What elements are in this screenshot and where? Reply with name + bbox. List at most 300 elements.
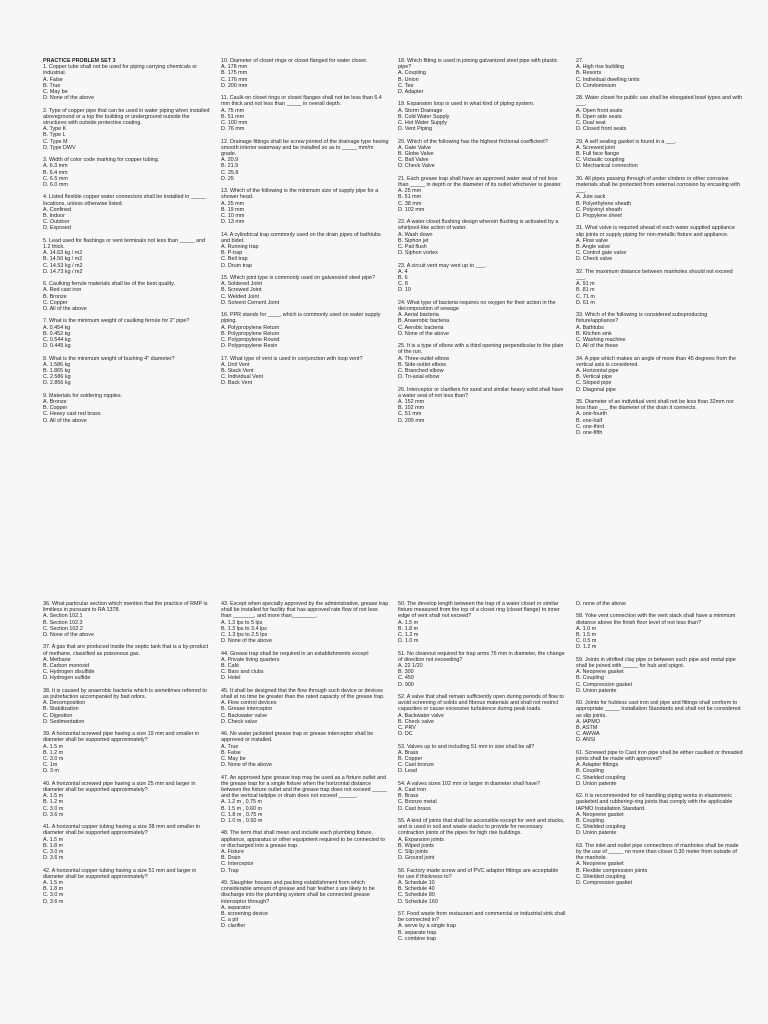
- question-item: [43, 281, 211, 312]
- answer-option: C. 10 mm: [221, 213, 245, 220]
- answer-option: C. 0.5 m: [576, 638, 597, 645]
- answer-option: D. Propylene sheet: [576, 213, 622, 220]
- answer-option: A. Methane: [43, 656, 71, 663]
- answer-option: A. Backwater valve: [398, 712, 444, 719]
- answer-option: C. 3.0 m: [43, 892, 64, 899]
- answer-option: D. Tri-axial elbow: [398, 374, 440, 381]
- question-item: [221, 601, 389, 644]
- answer-option: C. Hot Water Supply: [398, 120, 447, 127]
- answer-option: B. Café: [221, 663, 239, 670]
- answer-option: C. PRV: [398, 725, 416, 732]
- answer-option: B. 1.2 m: [43, 749, 64, 756]
- answer-option: D. All of the above: [43, 306, 87, 313]
- question-stem: 41. A horizontal copper tubing having a size 38 mm and smaller in diameter shall be supported approximately?: [43, 824, 201, 837]
- answer-option: C. Control gate valve: [576, 250, 627, 257]
- answer-option: A. 1.3 lps to 5 lps: [221, 619, 263, 626]
- question-stem: 50. The develop length between the trap of a water closet or similar fixture measured from the top of a closet ring (closet flange) to inner edge of vent shall not exceed?: [398, 601, 560, 620]
- answer-option: D. Solvent Cement Joint: [221, 299, 280, 306]
- answer-option: B. 1.865 kg: [43, 368, 71, 375]
- answer-option: C. Slip joints: [398, 849, 428, 856]
- answer-option: D. Back Vent: [221, 380, 253, 387]
- answer-option: B. Stack Vent: [221, 368, 254, 375]
- answer-option: D. Cast brass: [398, 805, 431, 812]
- question-item: [398, 101, 566, 132]
- question-item: [43, 356, 211, 387]
- question-stem: 3. Width of color code marking for copper tubing.: [43, 157, 160, 164]
- answer-option: B. Copper: [398, 756, 423, 763]
- answer-option: D. Union patente: [576, 830, 617, 837]
- answer-option: D. Hydrogen sulfide: [43, 675, 91, 682]
- question-item: [43, 824, 211, 861]
- question-stem: 20. Which of the following has the highest frictional coefficient?: [398, 138, 548, 145]
- answer-option: C. Backwater valve: [221, 712, 268, 719]
- question-stem: 45. It shall be designed that the flow through such device or devices shall at no time be greater than the rated capacity of the grease trap.: [221, 687, 385, 701]
- column-8: [576, 601, 744, 892]
- answer-option: B. Angle valve: [576, 244, 611, 251]
- answer-option: A. 25 mm: [221, 200, 245, 207]
- answer-option: B. Anaerobic bacteria: [398, 318, 450, 325]
- answer-option: B. Open side seats: [576, 113, 622, 120]
- question-item: [221, 188, 389, 225]
- answer-option: A. 1.0 m: [576, 625, 597, 632]
- question-item: [43, 731, 211, 774]
- question-item: [221, 688, 389, 725]
- answer-option: B. Cold Water Supply: [398, 113, 450, 120]
- question-item: [221, 731, 389, 768]
- question-stem: 11. Caulk-on closet rings or closet flanges shall not be less than 6.4 mm thick and not less than _____ in overall depth.: [221, 95, 382, 108]
- page-title: PRACTICE PROBLEM SET 3: [43, 58, 116, 64]
- answer-option: A. Open front seats: [576, 107, 623, 114]
- answer-option: A. Neoprene gasket: [576, 669, 624, 676]
- question-stem: 53. Valves up to and including 51 mm in size shall be all?: [398, 743, 535, 750]
- question-stem: 17. What type of vent is used in conjunction with loop vent?: [221, 355, 363, 362]
- question-stem: 56. Factory made screw and of PVC adaptor fittings are acceptable for use if thickness to?: [398, 867, 559, 880]
- question-item: [43, 393, 211, 424]
- answer-option: A. Neoprene gasket: [576, 861, 624, 868]
- answer-option: C. Shielded coupling: [576, 824, 626, 831]
- answer-option: A. Gate Valve: [398, 144, 431, 151]
- answer-option: A. Bronze: [43, 399, 67, 406]
- answer-option: D. None of the above: [43, 95, 94, 102]
- answer-option: B. 1.5 m , 0.60 m: [221, 805, 263, 812]
- answer-option: A. High rise building: [576, 64, 624, 71]
- question-stem: 15. Which joint type is commonly used on galvanized steel pipe?: [221, 275, 376, 282]
- answer-option: C. May be: [221, 756, 246, 763]
- question-stem: 21. Each grease trap shall have an approved water seal of not less than _____ in depth or the diameter of its outlet whichever is greater.: [398, 175, 562, 189]
- answer-option: B. Bronze: [43, 293, 67, 300]
- answer-option: D. Union patente: [576, 780, 617, 787]
- question-stem: 25. It is a type of elbow with a third opening perpendicular to the plain of the run.: [398, 343, 564, 356]
- question-item: [576, 176, 744, 219]
- answer-option: B. 1.2 m: [43, 799, 64, 806]
- answer-option: B. Section 102.3: [43, 619, 83, 626]
- answer-option: B. Grease interceptor: [221, 706, 273, 713]
- answer-option: B. 81 m: [576, 287, 595, 294]
- answer-option: A. Storm Drainage: [398, 107, 443, 114]
- question-stem: 35. Diameter of an individual vent shall not be less than 32mm nor less than ___ the diameter of the drain it connects.: [576, 399, 734, 412]
- answer-option: B. 19 mm: [221, 206, 245, 213]
- answer-option: D. Adapter: [398, 89, 424, 96]
- answer-option: D. none of the above: [576, 601, 627, 607]
- answer-option: C. Bronze metal: [398, 799, 437, 806]
- answer-option: A. Horizontal pipe: [576, 368, 619, 375]
- answer-option: D. Check Valve: [398, 163, 435, 170]
- question-item: [43, 781, 211, 818]
- question-stem: 6. Caulking ferrule materials shall be of the best quality.: [43, 281, 176, 288]
- question-stem: 32. The maximum distance between manholes should not exceed ___.: [576, 268, 733, 282]
- answer-option: D. 1.0 m: [398, 638, 419, 645]
- column-5: [43, 601, 211, 911]
- column-6: [221, 601, 389, 936]
- answer-option: A. Aerial bacteria: [398, 312, 439, 319]
- answer-option: A. Red cast iron: [43, 287, 82, 294]
- question-stem: 31. What valve is required ahead of each water supplied appliance slip joints or supply piping for non-metallic fixture and appliance.: [576, 225, 735, 238]
- answer-option: B. Full face flange: [576, 151, 620, 158]
- answer-option: C. Type M: [43, 138, 68, 145]
- question-stem: 13. Which of the following is the minimum size of supply pipe for a shower head.: [221, 188, 379, 201]
- answer-option: C. Sloped pipe: [576, 380, 612, 387]
- answer-option: C. AWWA: [576, 731, 600, 738]
- answer-option: B. Drain: [221, 855, 241, 862]
- question-item: [576, 399, 744, 436]
- answer-option: B. Carbon monoxid: [43, 663, 90, 670]
- answer-option: C. 2.586 kg: [43, 374, 71, 381]
- answer-option: B. 1.8 m: [43, 842, 64, 849]
- answer-option: C. Copper: [43, 299, 68, 306]
- answer-option: A. 20.9: [221, 157, 239, 164]
- question-stem: 19. Expansion loop is used in what kind of piping system.: [398, 101, 535, 108]
- answer-option: D. Closed front seats: [576, 126, 627, 133]
- question-item: [576, 793, 744, 836]
- answer-option: B. True: [43, 82, 61, 89]
- question-item: [221, 775, 389, 825]
- answer-option: A. Section 102.1: [43, 613, 83, 620]
- question-item: [398, 651, 566, 688]
- question-stem: 28. Water closet for public use shall be elongated bowl types and with ___.: [576, 95, 743, 108]
- question-stem: 2. Type of copper pipe that can be used in water piping when installed aboveground or a top the building or underground outside the structures with outside protective coating.: [43, 107, 210, 127]
- answer-option: D. Diagonal pipe: [576, 386, 616, 393]
- question-item: [221, 58, 389, 89]
- answer-option: A. Adapter fittings: [576, 762, 619, 769]
- question-item: [398, 263, 566, 294]
- question-stem: 33. Which of the following is considered subsproducing fixture/appliance?: [576, 312, 708, 325]
- answer-option: B. Globe Valve: [398, 151, 434, 158]
- question-item: [221, 139, 389, 182]
- answer-option: C. Victaulic coupling: [576, 157, 625, 164]
- answer-option: B. 1.3 lps to 3.4 lps: [221, 625, 267, 632]
- answer-option: A. 152 mm: [398, 399, 425, 406]
- answer-option: C. 8: [398, 281, 408, 288]
- answer-option: B. Polyethylene sheath: [576, 200, 632, 207]
- answer-option: A. Flow control devices: [221, 700, 277, 707]
- answer-option: D. Drum trap: [221, 262, 252, 269]
- answer-option: B. Indoor: [43, 213, 65, 220]
- column-2: [221, 58, 389, 393]
- answer-option: D. 0.445 kg: [43, 343, 71, 350]
- answer-option: A. 22 1/20: [398, 663, 423, 670]
- answer-option: C. 1.2 m: [398, 632, 419, 639]
- column-7: [398, 601, 566, 948]
- question-stem: 62. It is recommended for oil handling piping works in elastomeric gasketed and rubbering-ring joints that comply with the applicable IAPMO Installation Standard.: [576, 793, 733, 812]
- answer-option: C. Welded Joint: [221, 293, 259, 300]
- answer-option: A. Confined: [43, 206, 72, 213]
- question-item: [576, 269, 744, 306]
- answer-option: C. 3.0 m: [43, 805, 64, 812]
- answer-option: D. None of the above: [221, 762, 272, 769]
- answer-option: D. 205 mm: [398, 417, 425, 424]
- answer-option: B. 21.9: [221, 163, 239, 170]
- answer-option: D. Compression gasket: [576, 880, 633, 887]
- question-item: [221, 356, 389, 387]
- answer-option: C. one-third: [576, 423, 605, 430]
- question-stem: 7. What is the minimum weight of caulking ferrule for 2" pipe?: [43, 318, 190, 325]
- question-stem: 18. Which fitting is used in joining galvanized steel pipe with plastic pipe?: [398, 58, 558, 71]
- question-stem: 44. Grease trap shall be required in an establishments except:: [221, 650, 370, 657]
- answer-option: D. clarifier: [221, 923, 246, 930]
- question-stem: 5. Lead used for flashings or vent terminals not less than _____ and 1.2 thick.: [43, 237, 206, 251]
- answer-option: D. 3.6 m: [43, 898, 64, 905]
- question-item: [398, 781, 566, 812]
- answer-option: A. 25 mm: [398, 188, 422, 195]
- answer-option: C. 3.0 m: [43, 756, 64, 763]
- answer-option: B. 102 mm: [398, 405, 425, 412]
- question-stem: 51. No cleanout required for trap arms 76 mm in diameter, the change of direction not exceeding?: [398, 650, 565, 663]
- question-stem: 46. No water jacketed grease trap or grease interceptor shall be approved or installed.: [221, 731, 374, 744]
- answer-option: B. Check valve: [398, 718, 434, 725]
- answer-option: A. one-fourth: [576, 411, 608, 418]
- question-item: [43, 868, 211, 905]
- answer-option: C. Bars and clubs: [221, 669, 264, 676]
- answer-option: B. Coupling: [576, 675, 604, 682]
- answer-option: C. 71 m: [576, 293, 595, 300]
- answer-option: D. None of the above: [221, 638, 272, 645]
- answer-option: C. Hydrogen disulfide: [43, 669, 95, 676]
- question-item: [43, 644, 211, 681]
- question-item: [398, 744, 566, 775]
- question-item: [576, 356, 744, 393]
- answer-option: D. 3.6 m: [43, 811, 64, 818]
- question-item: [43, 318, 211, 349]
- question-stem: 12. Drainage fittings shall be screw jointed of the drainage type having smooth interior waterway and be installed so as to _____ mm/m grade.: [221, 138, 389, 158]
- question-item: [576, 750, 744, 787]
- answer-option: A. Three-outlet elbow: [398, 355, 450, 362]
- answer-option: D. Trap: [221, 867, 239, 874]
- answer-option: C. 0.544 kg: [43, 337, 71, 344]
- answer-option: B. 6: [398, 275, 408, 282]
- answer-option: C. Interceptor: [221, 861, 254, 868]
- answer-option: D. Ground joint: [398, 855, 435, 862]
- question-item: [398, 868, 566, 905]
- question-item: [398, 176, 566, 213]
- question-stem: 47. An approved type grease trap may be used as a fixture outlet and the grease trap for a single fixture when the horizontal distance between the fixture outlet and the grease trap does not exceed _____ and the vertical tailpipe or drain does not exceed ______.: [221, 774, 388, 800]
- answer-option: C. Compression gasket: [576, 681, 633, 688]
- question-stem: 8. What is the minimum weight of bushing 4" diameter?: [43, 355, 175, 362]
- answer-option: C. 100 mm: [221, 120, 248, 127]
- answer-option: C. Ball Valve: [398, 157, 429, 164]
- answer-option: D. 61 m: [576, 299, 595, 306]
- question-stem: 10. Diameter of closet rings or closet flanged for water closet.: [221, 58, 368, 64]
- answer-option: C. Outdoor: [43, 219, 70, 226]
- answer-option: B. Side-outlet elbow: [398, 361, 446, 368]
- question-item: [221, 232, 389, 269]
- column-4: [576, 58, 744, 442]
- question-item: [221, 830, 389, 873]
- answer-option: C. Individual Vent: [221, 374, 263, 381]
- answer-option: D. Sedimentation: [43, 718, 85, 725]
- question-stem: 38. It is caused by anaerobic bacteria which is sometimes referred to as putrefaction accompanied by bad odors.: [43, 687, 207, 701]
- answer-option: B. Siphon jet: [398, 237, 429, 244]
- question-stem: 52. A valve that shall remain sufficiently open during periods of flow to avoid screening of solids and fibrous materials and shall not restrict capacities or cause excessive turbulence during peak loads.: [398, 694, 564, 713]
- question-item: [576, 95, 744, 132]
- question-item: [398, 694, 566, 737]
- column-3: [398, 58, 566, 430]
- answer-option: A. Fixture: [221, 849, 245, 856]
- question-stem: 43. Except when specially approved by the administrative, grease trap shall be installed for facility that has approved rate flow of not less than _______, and more than________.: [221, 601, 389, 620]
- answer-option: A. 1.5 m: [43, 880, 64, 887]
- answer-option: A. Coupling: [398, 70, 426, 77]
- answer-option: A. 91 m: [576, 281, 595, 288]
- answer-option: D. 200 mm: [221, 82, 248, 89]
- answer-option: A. Type K: [43, 126, 67, 133]
- answer-option: A. 75 mm: [221, 107, 245, 114]
- answer-option: A. 14.63 kg / m2: [43, 250, 83, 257]
- question-item: [398, 601, 566, 644]
- answer-option: A. Cast iron: [398, 787, 427, 794]
- question-stem: 36. What particular section which mention that the practice of RMP is limitless in pursuant to RA 1378.: [43, 601, 208, 614]
- answer-option: D. Mechanical connection: [576, 163, 638, 170]
- answer-option: A. serve by a single trap: [398, 923, 456, 930]
- answer-option: C. 3.0 m: [43, 849, 64, 856]
- question-item: [221, 880, 389, 930]
- question-item: [398, 139, 566, 170]
- answer-option: A. Running trap: [221, 244, 259, 251]
- question-item: [221, 95, 389, 132]
- question-item: [576, 601, 744, 607]
- question-stem: 39. A horizontal screwed pipe having a size 19 mm and smaller in diameter shall be supported approximately?: [43, 731, 200, 744]
- answer-option: B. 0.452 kg: [43, 330, 71, 337]
- answer-option: D. 1.0 m , 0.50 m: [221, 818, 263, 825]
- question-item: [43, 64, 211, 101]
- answer-option: A. 178 mm: [221, 64, 248, 71]
- answer-option: A. Wash down: [398, 231, 433, 238]
- question-stem: 61. Screwed pipe to Cast iron pipe shall be either caulked or threaded joints shall be made with approved?: [576, 749, 743, 763]
- question-stem: 58. Yoke vent connection with the vent stack shall have a minimum distance above the finish floor level of not less than?: [576, 613, 736, 626]
- question-item: [43, 194, 211, 231]
- answer-option: D. 14.73 kg / m2: [43, 268, 83, 275]
- answer-option: B. 6.4 mm: [43, 169, 68, 176]
- answer-option: B. 175 mm: [221, 70, 248, 77]
- answer-option: A. 6.3 mm: [43, 163, 68, 170]
- answer-option: B. Coupling: [576, 768, 604, 775]
- answer-option: D. None of the above: [43, 632, 94, 639]
- question-stem: 60. Joints for hubless cast iron soil pipe and fittings shall conform to appropriate _____ Installation Standards and shall not be considered as slip joints.: [576, 700, 741, 719]
- answer-option: B. 300: [398, 669, 414, 676]
- question-item: [398, 911, 566, 942]
- answer-option: B. False: [221, 749, 241, 756]
- answer-option: C. Shielded coupling: [576, 873, 626, 880]
- question-stem: 1. Copper tube shall not be used for piping carrying chemicals or industrial.: [43, 64, 198, 77]
- answer-option: A. separator: [221, 904, 251, 911]
- answer-option: D. None of the above: [398, 330, 449, 337]
- answer-option: D. Condominium: [576, 82, 617, 89]
- question-stem: 22. A water closet flushing design wherein flushing is activated by a whirlpool-like action of water.: [398, 219, 559, 232]
- answer-option: A. Soldered Joint: [221, 281, 263, 288]
- answer-option: C. Polypropylene Round: [221, 337, 280, 344]
- question-stem: 34. A pipe which makes an angle of more than 45 degrees from the vertical axis is considered.: [576, 355, 737, 368]
- answer-option: A. Bathtubs: [576, 324, 604, 331]
- question-item: [398, 58, 566, 95]
- answer-option: C. Shielded coupling: [576, 774, 626, 781]
- question-item: [398, 300, 566, 337]
- answer-option: C. 176 mm: [221, 76, 248, 83]
- answer-option: A. Screwed joint: [576, 144, 615, 151]
- answer-option: D. 13 mm: [221, 219, 245, 226]
- answer-option: B. Union: [398, 76, 419, 83]
- question-item: [43, 108, 211, 151]
- answer-option: D. 3.6 m: [43, 855, 64, 862]
- answer-option: B. Wiped joints: [398, 842, 434, 849]
- question-stem: 26. Interceptor or clarifiers for sand and similar heavy solid shall have a water seal of not less than?: [398, 386, 564, 399]
- answer-option: A. Brass: [398, 749, 419, 756]
- answer-option: B. 14.50 kg / m2: [43, 256, 83, 263]
- question-stem: 59. Joints in vitrified clay pipe or between such pipe and metal pipe shall be joined with _____ for hub and spigot.: [576, 656, 736, 669]
- question-item: [43, 688, 211, 725]
- answer-option: C. Section 102.2: [43, 625, 83, 632]
- answer-option: D. 6.0 mm: [43, 182, 68, 189]
- answer-option: D. All of the above: [43, 417, 87, 424]
- answer-option: C. Dual seat: [576, 120, 606, 127]
- question-stem: 24. What type of bacteria requires no oxygen for their action in the decomposition of sewage: [398, 299, 556, 313]
- answer-option: A. Neoprene gasket: [576, 811, 624, 818]
- answer-option: D. DC: [398, 731, 413, 738]
- answer-option: A. 0.454 kg: [43, 324, 71, 331]
- question-stem: 40. A horizontal screwed pipe having a size 25 mm and larger in diameter shall be supported approximately?: [43, 780, 196, 794]
- answer-option: C. Heavy cast red brass: [43, 411, 101, 418]
- answer-option: A. Polypropylene Return: [221, 324, 280, 331]
- answer-option: C. 1m: [43, 762, 58, 769]
- answer-option: C. combine trap: [398, 935, 437, 942]
- answer-option: A. Flow valve: [576, 237, 609, 244]
- answer-option: D. ANSI: [576, 737, 596, 744]
- answer-option: B. Coupling: [576, 818, 604, 825]
- question-item: [398, 387, 566, 424]
- answer-option: A. 1.5 m: [43, 743, 64, 750]
- answer-option: C. Digestion: [43, 712, 73, 719]
- answer-option: C. 51 mm: [398, 411, 422, 418]
- answer-option: B. 1.8 m: [43, 886, 64, 893]
- answer-option: D. Siphon vortex: [398, 250, 438, 257]
- answer-option: B. Polypropylene Return: [221, 330, 280, 337]
- answer-option: B. Schedule 40: [398, 886, 435, 893]
- question-stem: 14. A cylindrical trap commonly used on the drain pipes of bathtubs and bidet.: [221, 231, 381, 244]
- answer-option: D. 900: [398, 681, 414, 688]
- answer-option: C. Cast bronze: [398, 762, 434, 769]
- column-1: [43, 58, 211, 430]
- answer-option: B. ASTM: [576, 725, 598, 732]
- answer-option: C. a pit: [221, 917, 239, 924]
- question-item: [43, 601, 211, 638]
- answer-option: B. Brass: [398, 793, 419, 800]
- answer-option: D. Lead: [398, 768, 417, 775]
- answer-option: B. Copper: [43, 405, 68, 412]
- question-item: [576, 139, 744, 170]
- answer-option: A. Unit Vent: [221, 361, 250, 368]
- answer-option: D. one-fifth: [576, 430, 603, 437]
- answer-option: D. Check valve: [576, 256, 613, 263]
- answer-option: D. Hotel: [221, 675, 241, 682]
- question-item: [221, 312, 389, 349]
- question-item: [576, 700, 744, 743]
